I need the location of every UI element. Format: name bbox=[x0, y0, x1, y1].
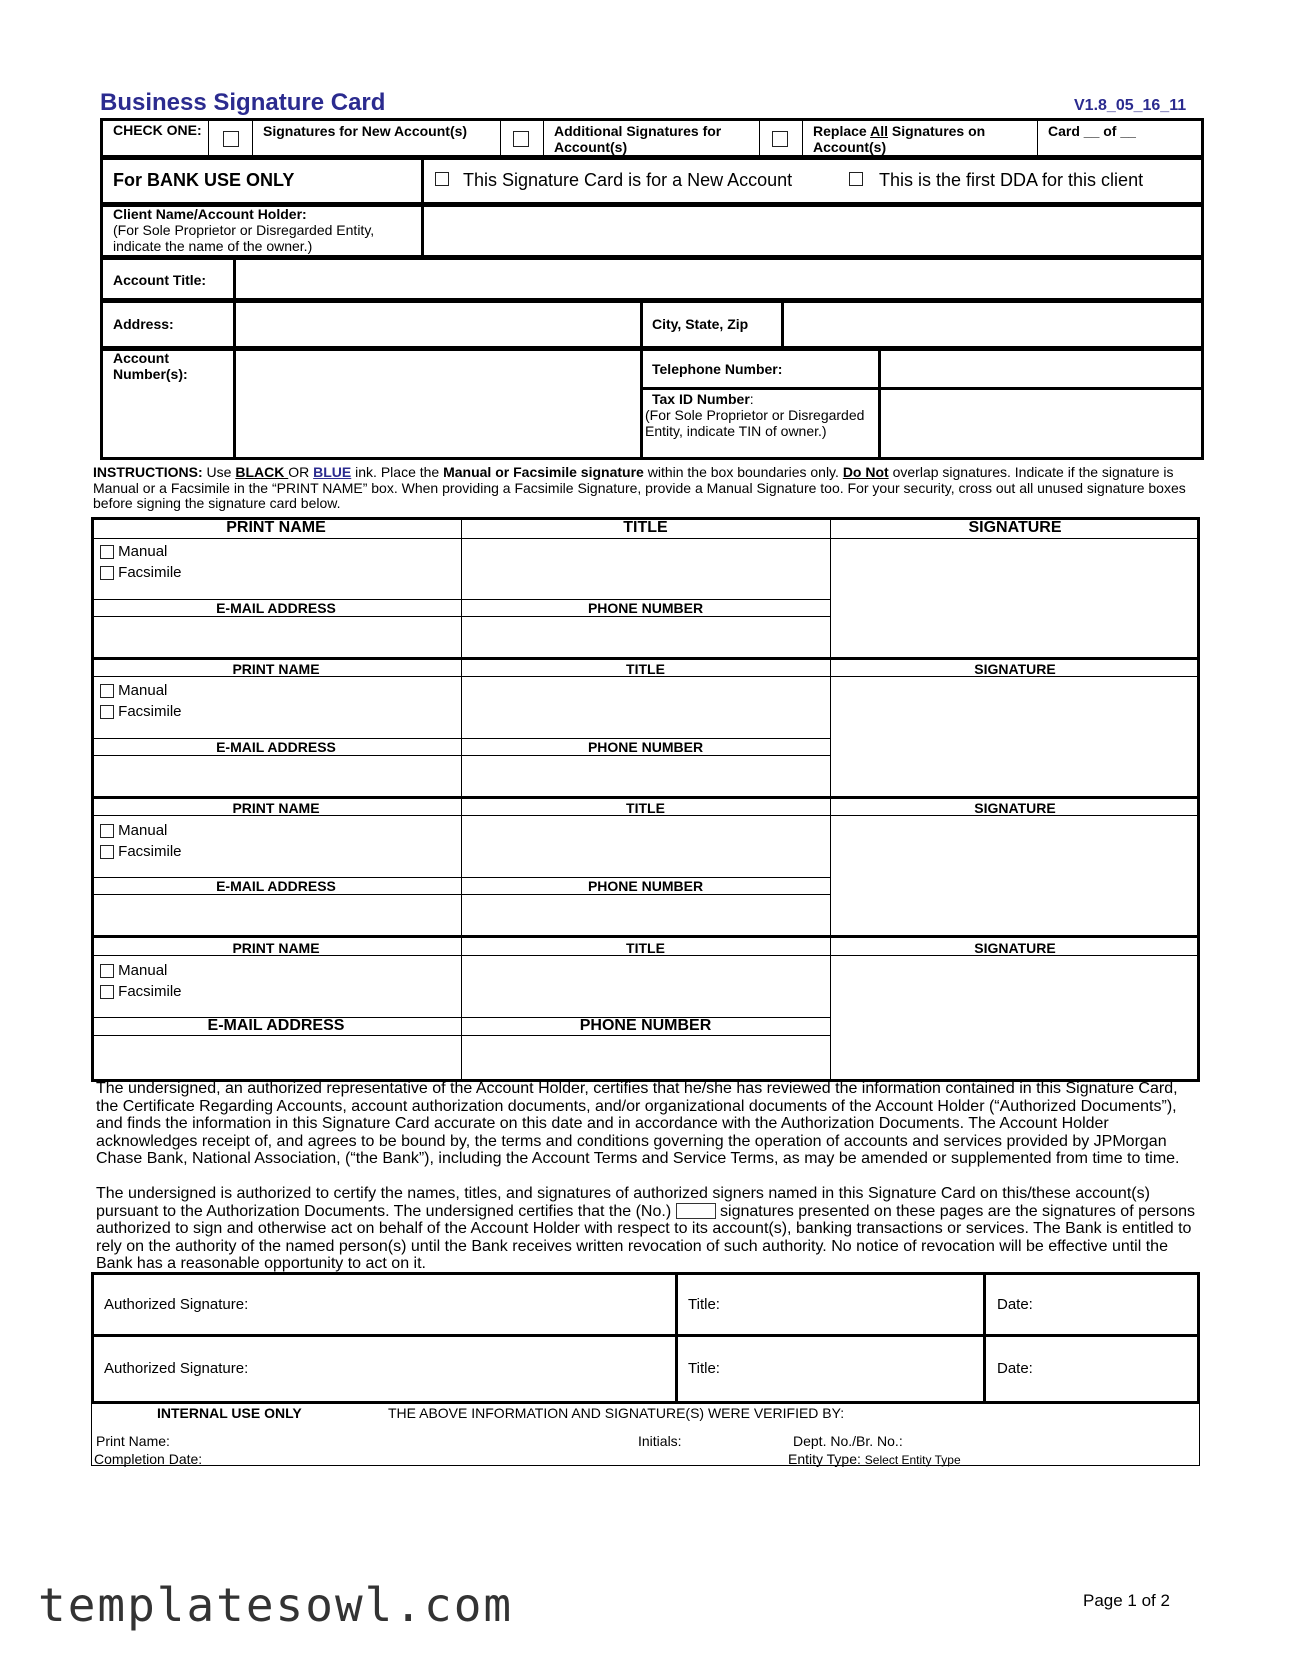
entity-type-label: Entity Type: Select Entity Type bbox=[788, 1451, 961, 1467]
dept-branch-label: Dept. No./Br. No.: bbox=[793, 1433, 903, 1449]
initials-label: Initials: bbox=[638, 1433, 682, 1449]
email-header: E-MAIL ADDRESS bbox=[216, 739, 336, 755]
instructions: INSTRUCTIONS: Use BLACK OR BLUE ink. Place the Manual or Facsimile signature within the box boundaries only. Do Not overlap signatures. Indicate if the signature is Manual or a Facsimile in the “PRINT NAME” box. When providing a Facsimile Signature, provide a Manual Signature too. For your security, cross out all unused signature boxes before signing the signature card below. bbox=[93, 464, 1186, 511]
watermark: templatesowl.com bbox=[38, 1578, 514, 1632]
new-accounts-checkbox[interactable] bbox=[223, 131, 239, 147]
first-dda-label: This is the first DDA for this client bbox=[879, 170, 1144, 190]
additional-signatures-checkbox[interactable] bbox=[513, 131, 529, 147]
signature-box-3[interactable] bbox=[832, 817, 1198, 934]
account-numbers-field[interactable] bbox=[238, 350, 638, 457]
print-name-header: PRINT NAME bbox=[232, 661, 320, 677]
address-label: Address: bbox=[113, 316, 174, 332]
telephone-label: Telephone Number: bbox=[652, 361, 783, 377]
signature-header: SIGNATURE bbox=[974, 940, 1056, 956]
print-name-header: PRINT NAME bbox=[226, 519, 326, 536]
verified-by-label: THE ABOVE INFORMATION AND SIGNATURE(S) WERE VERIFIED BY: bbox=[388, 1405, 845, 1421]
address-field[interactable] bbox=[238, 302, 638, 347]
city-state-zip-field[interactable] bbox=[786, 302, 1200, 347]
authorized-signatures-table bbox=[91, 1272, 1200, 1404]
bank-use-label: For BANK USE ONLY bbox=[113, 170, 295, 190]
tax-id-field[interactable] bbox=[883, 391, 1200, 457]
account-title-field[interactable] bbox=[238, 259, 1200, 299]
entity-type-select[interactable]: Select Entity Type bbox=[864, 1453, 961, 1467]
signature-count-field[interactable] bbox=[676, 1203, 716, 1219]
title-header: TITLE bbox=[626, 661, 665, 677]
signature-box-4[interactable] bbox=[832, 957, 1198, 1079]
signature-header: SIGNATURE bbox=[968, 519, 1062, 536]
manual-option[interactable]: Manual bbox=[100, 962, 167, 979]
title-header: TITLE bbox=[626, 800, 665, 816]
print-name-label: Print Name: bbox=[96, 1433, 170, 1449]
phone-header: PHONE NUMBER bbox=[579, 1017, 712, 1034]
page-number: Page 1 of 2 bbox=[1083, 1591, 1170, 1610]
telephone-field[interactable] bbox=[883, 350, 1200, 386]
facsimile-option[interactable]: Facsimile bbox=[100, 843, 182, 860]
facsimile-checkbox[interactable] bbox=[100, 705, 114, 719]
manual-option[interactable]: Manual bbox=[100, 682, 167, 699]
certification-paragraph-2: The undersigned is authorized to certify the names, titles, and signatures of authorized signers named in this Signature Card on this/these account(s) pursuant to the Authorization Documents. The undersigned certifies that the (No.) signatures presented on these pages are the signatures of persons authorized to sign and otherwise act on behalf of the Account Holder with respect to its account(s), banking transactions or services. The Bank is entitled to rely on the authority of the named person(s) until the Bank receives written revocation of such authority. No notice of revocation will be effective until the Bank has a reasonable opportunity to act on it. bbox=[96, 1185, 1196, 1272]
authorized-date-label-2: Date: bbox=[997, 1360, 1033, 1377]
signature-header: SIGNATURE bbox=[974, 800, 1056, 816]
form-title: Business Signature Card bbox=[100, 89, 386, 116]
facsimile-checkbox[interactable] bbox=[100, 566, 114, 580]
email-header: E-MAIL ADDRESS bbox=[216, 600, 336, 616]
client-name-field[interactable] bbox=[426, 206, 1200, 255]
facsimile-option[interactable]: Facsimile bbox=[100, 564, 182, 581]
manual-option[interactable]: Manual bbox=[100, 822, 167, 839]
completion-date-label: Completion Date: bbox=[94, 1451, 203, 1467]
authorized-date-label-1: Date: bbox=[997, 1296, 1033, 1313]
additional-signatures-label: Additional Signatures for Account(s) bbox=[554, 123, 722, 155]
facsimile-checkbox[interactable] bbox=[100, 845, 114, 859]
print-name-header: PRINT NAME bbox=[232, 940, 320, 956]
replace-signatures-label: Replace All Signatures on Account(s) bbox=[813, 123, 986, 155]
authorized-signature-label-2: Authorized Signature: bbox=[104, 1360, 249, 1377]
title-header: TITLE bbox=[623, 519, 668, 536]
title-header: TITLE bbox=[626, 940, 665, 956]
first-dda-checkbox[interactable] bbox=[849, 172, 863, 186]
facsimile-option[interactable]: Facsimile bbox=[100, 983, 182, 1000]
manual-checkbox[interactable] bbox=[100, 964, 114, 978]
manual-checkbox[interactable] bbox=[100, 545, 114, 559]
manual-option[interactable]: Manual bbox=[100, 543, 167, 560]
client-name-label: Client Name/Account Holder: (For Sole Proprietor or Disregarded Entity, indicate the name of the owner.) bbox=[113, 206, 375, 254]
manual-checkbox[interactable] bbox=[100, 824, 114, 838]
new-account-label: This Signature Card is for a New Account bbox=[463, 170, 793, 190]
replace-signatures-checkbox[interactable] bbox=[772, 131, 788, 147]
phone-header: PHONE NUMBER bbox=[587, 878, 704, 894]
email-header: E-MAIL ADDRESS bbox=[207, 1017, 345, 1034]
authorized-title-label-1: Title: bbox=[688, 1296, 720, 1313]
tax-id-label: Tax ID Number: (For Sole Proprietor or Disregarded Entity, indicate TIN of owner.) bbox=[645, 391, 865, 439]
facsimile-checkbox[interactable] bbox=[100, 985, 114, 999]
facsimile-option[interactable]: Facsimile bbox=[100, 703, 182, 720]
phone-header: PHONE NUMBER bbox=[587, 739, 704, 755]
account-numbers-label: Account Number(s): bbox=[113, 350, 188, 382]
print-name-header: PRINT NAME bbox=[232, 800, 320, 816]
manual-checkbox[interactable] bbox=[100, 684, 114, 698]
email-header: E-MAIL ADDRESS bbox=[216, 878, 336, 894]
authorized-signature-label-1: Authorized Signature: bbox=[104, 1296, 249, 1313]
account-title-label: Account Title: bbox=[113, 272, 207, 288]
authorized-title-label-2: Title: bbox=[688, 1360, 720, 1377]
internal-use-label: INTERNAL USE ONLY bbox=[157, 1405, 302, 1421]
card-of-label: Card __ of __ bbox=[1048, 123, 1136, 139]
certification-paragraph-1: The undersigned, an authorized representative of the Account Holder, certifies that he/she has reviewed the information contained in this Signature Card, the Certificate Regarding Accounts, account authorization documents, and/or organizational documents of the Account Holder (“Authorized Documents”), and finds the information in this Signature Card accurate on this date and in accordance with the Authorization Documents. The Account Holder acknowledges receipt of, and agrees to be bound by, the terms and conditions governing the operation of accounts and services provided by JPMorgan Chase Bank, National Association, (“the Bank”), including the Account Terms and Service Terms, as may be amended or supplemented from time to time. bbox=[96, 1080, 1180, 1167]
signature-box-2[interactable] bbox=[832, 678, 1198, 795]
new-accounts-label: Signatures for New Account(s) bbox=[263, 123, 468, 139]
phone-header: PHONE NUMBER bbox=[587, 600, 704, 616]
new-account-checkbox[interactable] bbox=[435, 172, 449, 186]
signature-header: SIGNATURE bbox=[974, 661, 1056, 677]
check-one-label: CHECK ONE: bbox=[113, 122, 202, 138]
signature-box-1[interactable] bbox=[832, 540, 1198, 656]
form-version: V1.8_05_16_11 bbox=[1074, 97, 1187, 114]
city-state-zip-label: City, State, Zip bbox=[652, 316, 749, 332]
